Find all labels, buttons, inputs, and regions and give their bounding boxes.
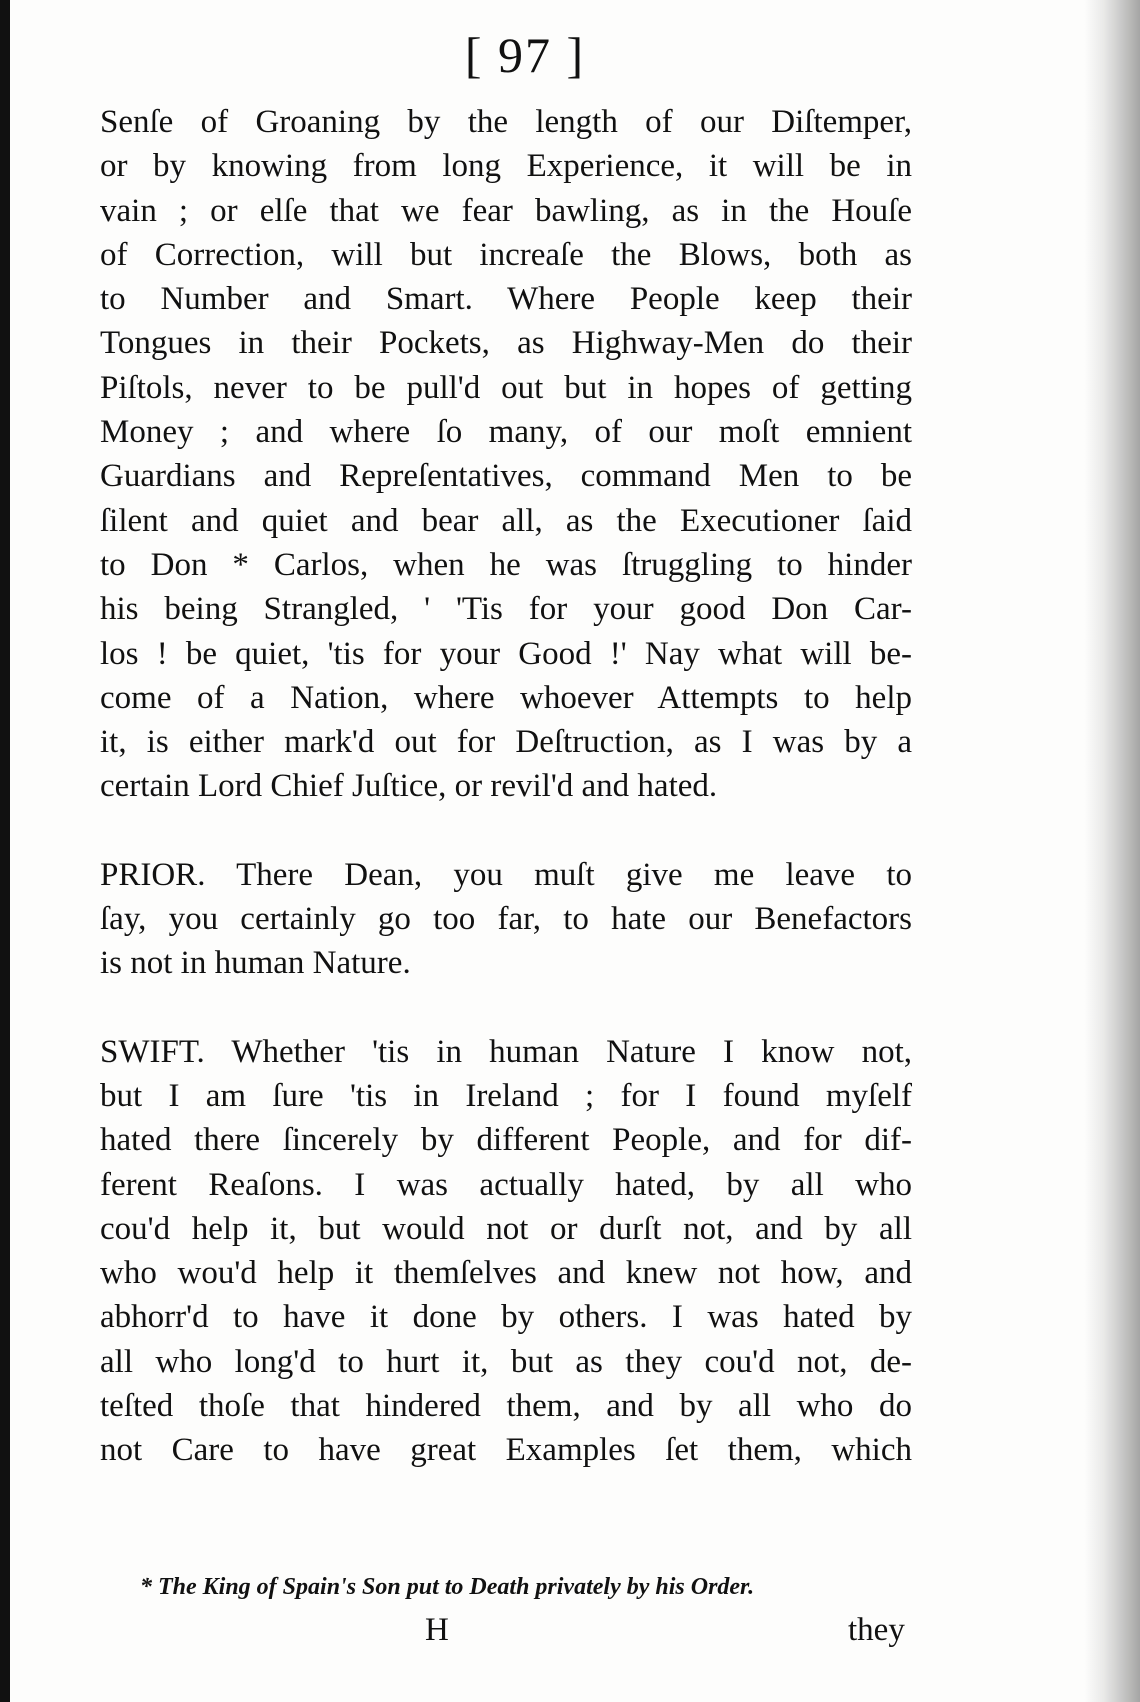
text-line: abhorr'd to have it done by others. I was hated by [100, 1299, 912, 1336]
text-line: PRIOR. There Dean, you muſt give me leave to [100, 856, 912, 893]
text-line: Guardians and Repreſentatives, command Men to be [100, 458, 912, 495]
text-line: of Correction, will but increaſe the Blows, both as [100, 236, 912, 273]
text-line: cou'd help it, but would not or durſt not, and by all [100, 1210, 912, 1247]
text-line: SWIFT. Whether 'tis in human Nature I know not, [100, 1033, 912, 1070]
text-line: teſted thoſe that hindered them, and by all who do [100, 1388, 912, 1425]
text-line: come of a Nation, where whoever Attempts to help [100, 679, 912, 716]
paragraph-3 [100, 1030, 912, 1473]
page-edge-shadow [1084, 0, 1140, 1702]
text-line: who wou'd help it themſelves and knew not how, and [100, 1255, 912, 1292]
text-line: to Number and Smart. Where People keep their [100, 281, 912, 318]
text-line: his being Strangled, ' 'Tis for your good Don Car- [100, 591, 912, 628]
text-line: it, is either mark'd out for Deſtruction, as I was by a [100, 724, 912, 761]
text-line: Piſtols, never to be pull'd out but in hopes of getting [100, 369, 912, 406]
text-line: is not in human Nature. [100, 945, 411, 982]
catchword: they [848, 1612, 905, 1648]
signature-mark: H [425, 1612, 449, 1648]
text-line: vain ; or elſe that we fear bawling, as in the Houſe [100, 192, 912, 229]
paragraph-spacer [100, 809, 912, 853]
text-line: or by knowing from long Experience, it will be in [100, 148, 912, 185]
page-number: [ 97 ] [464, 27, 586, 83]
text-line: Money ; and where ſo many, of our moſt emnient [100, 414, 912, 451]
text-line: los ! be quiet, 'tis for your Good !' Nay what will be- [100, 635, 912, 672]
text-line: but I am ſure 'tis in Ireland ; for I found myſelf [100, 1077, 912, 1114]
text-line: Senſe of Groaning by the length of our Diſtemper, [100, 104, 912, 140]
text-line: all who long'd to hurt it, but as they cou'd not, de- [100, 1343, 912, 1380]
paragraph-spacer [100, 986, 912, 1030]
text-line: certain Lord Chief Juſtice, or revil'd and hated. [100, 768, 718, 805]
page-gutter-shadow [0, 0, 10, 1702]
footnote: * The King of Spain's Son put to Death privately by his Order. [140, 1574, 755, 1600]
paragraph-2 [100, 853, 912, 986]
text-line: ſilent and quiet and bear all, as the Executioner ſaid [100, 502, 912, 539]
body-text [100, 100, 912, 1473]
text-line: ſay, you certainly go too far, to hate our Benefactors [100, 901, 912, 938]
text-line: Tongues in their Pockets, as Highway-Men do their [100, 325, 912, 362]
text-line: ferent Reaſons. I was actually hated, by all who [100, 1166, 912, 1203]
text-line: to Don * Carlos, when he was ſtruggling to hinder [100, 546, 912, 583]
text-line: not Care to have great Examples ſet them, which [100, 1432, 912, 1469]
text-line: hated there ſincerely by different People, and for dif- [100, 1122, 912, 1159]
paragraph-1 [100, 100, 912, 809]
